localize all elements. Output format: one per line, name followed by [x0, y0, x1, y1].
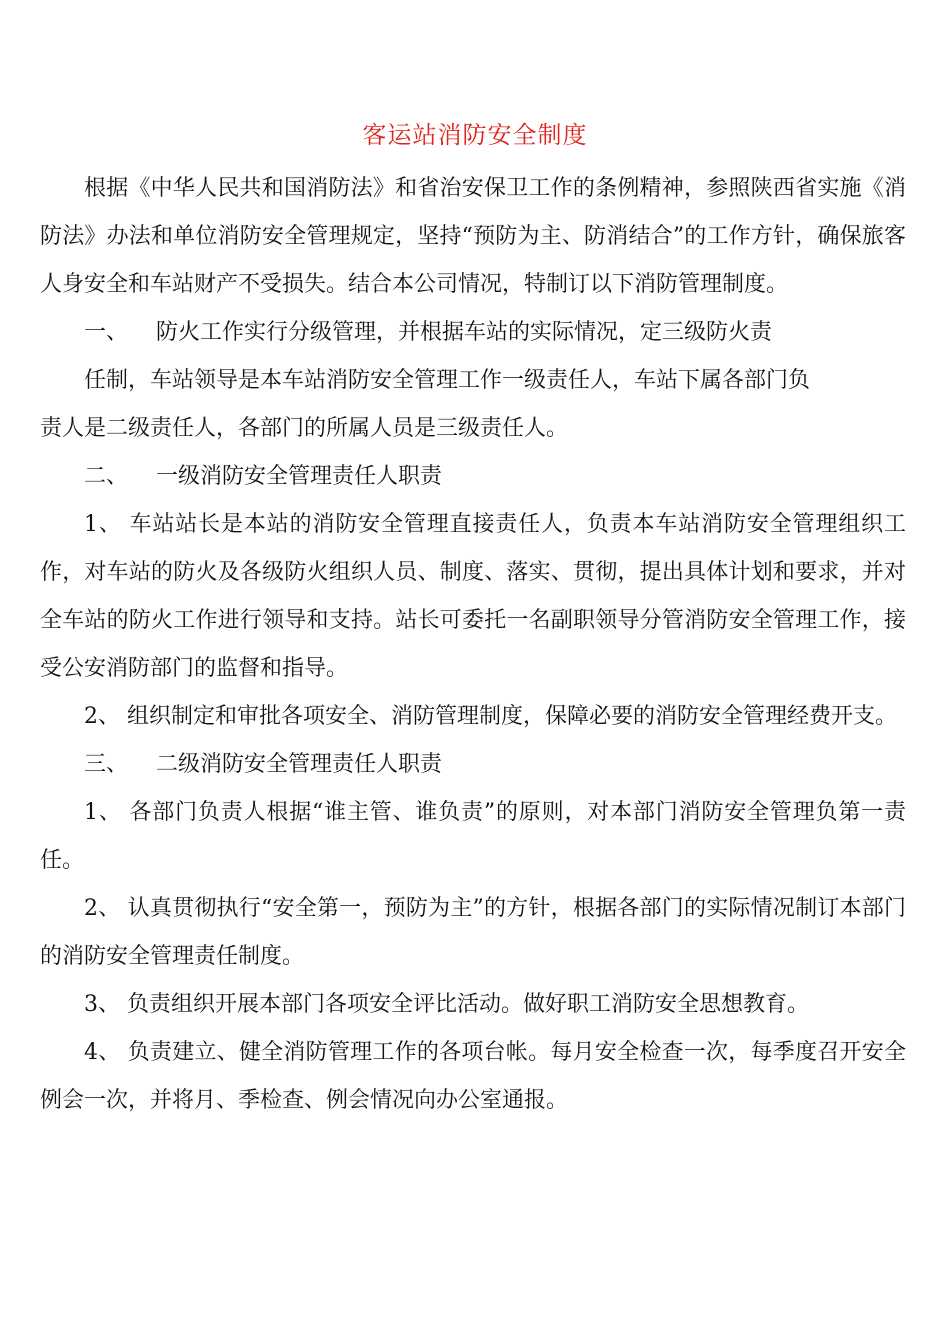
section-3-item-3: 3、 负责组织开展本部门各项安全评比活动。做好职工消防安全思想教育。 [84, 992, 809, 1017]
section-2-number: 二、 [84, 464, 129, 489]
section-2-item-2: 2、 组织制定和审批各项安全、消防管理制度，保障必要的消防安全管理经费开支。 [84, 704, 897, 729]
section-3-item-1: 1、 各部门负责人根据“谁主管、谁负责”的原则，对本部门消防安全管理负第一责任。 [40, 800, 906, 873]
document-body [40, 165, 906, 1125]
section-1-heading [40, 309, 906, 357]
section-3-item-4: 4、 负责建立、健全消防管理工作的各项台帐。每月安全检查一次，每季度召开安全例会一次，并将月、季检查、例会情况向办公室通报。 [40, 1040, 906, 1113]
section-3-item-2: 2、 认真贯彻执行“安全第一，预防为主”的方针，根据各部门的实际情况制订本部门的消防安全管理责任制度。 [40, 896, 906, 969]
section-3-heading [40, 741, 906, 789]
section-2-heading [40, 453, 906, 501]
section-3-heading-text: 二级消防安全管理责任人职责 [156, 752, 443, 777]
section-3-number: 三、 [84, 752, 129, 777]
document-title: 客运站消防安全制度 [362, 121, 588, 149]
intro-paragraph: 根据《中华人民共和国消防法》和省治安保卫工作的条例精神，参照陕西省实施《消防法》办法和单位消防安全管理规定，坚持“预防为主、防消结合”的工作方针，确保旅客人身安全和车站财产不受损失。结合本公司情况，特制订以下消防管理制度。 [40, 176, 906, 297]
section-1-number: 一、 [84, 320, 129, 345]
section-1-continuation: 任制，车站领导是本车站消防安全管理工作一级责任人，车站下属各部门负 [84, 368, 811, 393]
section-2-heading-text: 一级消防安全管理责任人职责 [156, 464, 443, 489]
section-2-item-1: 1、 车站站长是本站的消防安全管理直接责任人，负责本车站消防安全管理组织工作，对车站的防火及各级防火组织人员、制度、落实、贯彻，提出具体计划和要求，并对全车站的防火工作进行领导和支持。站长可委托一名副职领导分管消防安全管理工作，接受公安消防部门的监督和指导。 [40, 512, 906, 681]
section-1-heading-text: 防火工作实行分级管理，并根据车站的实际情况，定三级防火责 [156, 320, 773, 345]
section-1-continuation-end: 责人是二级责任人，各部门的所属人员是三级责任人。 [40, 416, 569, 441]
